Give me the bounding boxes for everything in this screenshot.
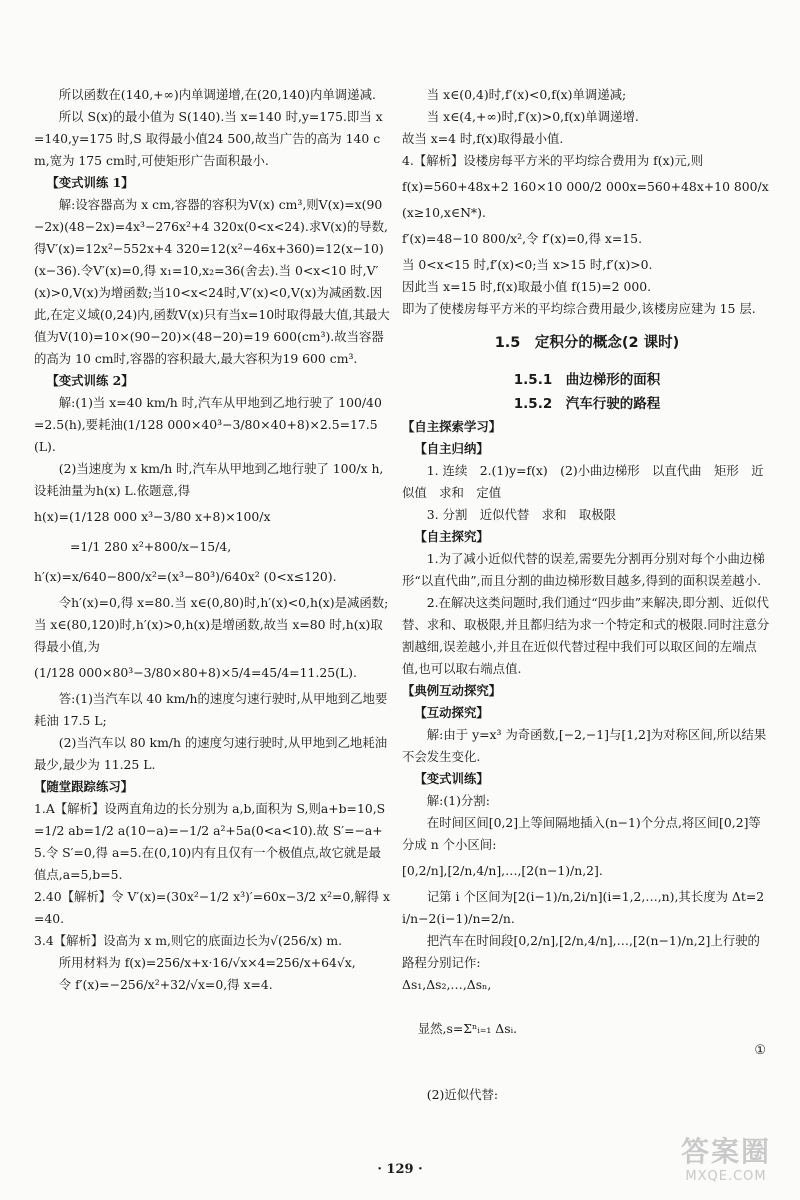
section-tag: 【互动探究】 xyxy=(414,705,489,720)
paragraph: 解:设容器高为 x cm,容器的容积为V(x) cm³,则V(x)=x(90−2x)(48−2x)=4x³−276x²+4 320x(0<x<24).求V(x)的导数,得V′(x)=12x²−552x+4 320=12(x²−46x+360)=12(x−10)(x−36).令V′(x)=0,得 x₁=10,x₂=36(舍去).当 0<x<10 时,V′(x)>0,V(x)为增函数;当10<x<24时,V′(x)<0,V(x)为减函数.因此,在定义域(0,24)内,函数V(x)只有当x=10时取得最大值,其最大值为V(10)=10×(90−20)×(48−20)=19 600(cm³).故当容器的高为 10 cm时,容器的容积最大,最大容积为19 600 cm³. xyxy=(34,197,390,366)
section-tag: 【变式训练 2】 xyxy=(46,373,134,388)
answer-item: 1.A【解析】设两直角边的长分别为 a,b,面积为 S,则a+b=10,S=1/2 ab=1/2 a(10−a)=−1/2 a²+5a(0<a<10).故 S′=−a+5.令 S′=0,得 a=5.在(0,10)内有且仅有一个极值点,故它就是最值点,a=5,b=5. xyxy=(34,801,386,882)
left-column xyxy=(34,84,390,996)
paragraph: 因此当 x=15 时,f(x)取最小值 f(15)=2 000. xyxy=(402,279,652,294)
watermark-url: MXQE.COM xyxy=(685,1169,767,1184)
paragraph: 1. 连续 2.(1)y=f(x) (2)小曲边梯形 以直代曲 矩形 近似值 求和 定值 xyxy=(402,463,764,500)
equation: [0,2/n],[2/n,4/n],…,[2(n−1)/n,2]. xyxy=(402,863,603,878)
paragraph: 记第 i 个区间为[2(i−1)/n,2i/n](i=1,2,…,n),其长度为 Δt=2i/n−2(i−1)/n=2/n. xyxy=(402,889,765,926)
paragraph: (x≥10,x∈N*). xyxy=(402,205,486,220)
paragraph: 令 f′(x)=−256/x²+32/√x=0,得 x=4. xyxy=(58,977,273,992)
equation: f(x)=560+48x+2 160×10 000/2 000x=560+48x+10 800/x xyxy=(402,179,769,194)
paragraph: 在时间区间[0,2]上等间隔地插入(n−1)个分点,将区间[0,2]等分成 n 个小区间: xyxy=(402,815,761,852)
paragraph: 所用材料为 f(x)=256/x+x·16/√x×4=256/x+64√x, xyxy=(58,955,356,970)
paragraph: 解:(1)当 x=40 km/h 时,汽车从甲地到乙地行驶了 100/40=2.5(h),要耗油(1/128 000×40³−3/80×40+8)×2.5=17.5(L). xyxy=(34,395,382,454)
watermark-text: 答案圈 xyxy=(680,1135,771,1168)
paragraph: 当 0<x<15 时,f′(x)<0;当 x>15 时,f′(x)>0. xyxy=(402,257,653,272)
paragraph: 即为了使楼房每平方米的平均综合费用最少,该楼房应建为 15 层. xyxy=(402,301,756,316)
equation-marker: ① xyxy=(754,1043,766,1058)
section-tag: 【典例互动探究】 xyxy=(402,683,502,698)
paragraph: 故当 x=4 时,f(x)取得最小值. xyxy=(402,131,564,146)
section-tag: 【变式训练 1】 xyxy=(46,175,134,190)
paragraph: 解:由于 y=x³ 为奇函数,[−2,−1]与[1,2]为对称区间,所以结果不会发生变化. xyxy=(402,727,767,764)
section-title: 1.5 定积分的概念(2 课时) xyxy=(494,335,680,351)
answer-item: 4.【解析】设楼房每平方米的平均综合费用为 f(x)元,则 xyxy=(402,153,704,168)
equation: h(x)=(1/128 000 x³−3/80 x+8)×100/x xyxy=(34,509,271,524)
section-tag: 【变式训练】 xyxy=(414,771,489,786)
section-tag: 【随堂跟踪练习】 xyxy=(34,779,134,794)
paragraph: (2)当速度为 x km/h 时,汽车从甲地到乙地行驶了 100/x h,设耗油量为h(x) L.依题意,得 xyxy=(34,461,384,498)
paragraph: 当 x∈(0,4)时,f′(x)<0,f(x)单调递减; xyxy=(426,87,627,102)
paragraph: 令h′(x)=0,得 x=80.当 x∈(0,80)时,h′(x)<0,h(x)是减函数;当 x∈(80,120)时,h′(x)>0,h(x)是增函数,故当 x=80 时,h(x)取得最小值,为 xyxy=(34,595,389,654)
paragraph: 答:(1)当汽车以 40 km/h的速度匀速行驶时,从甲地到乙地要耗油 17.5 L; xyxy=(34,691,388,728)
paragraph: 2.在解决这类问题时,我们通过“四步曲”来解决,即分割、近似代替、求和、取极限,并且都归结为求一个特定和式的极限.同时注意分割越细,误差越小,并且在近似代替过程中我们可以取区间的左端点值,也可以取右端点值. xyxy=(402,595,770,676)
equation: =1/1 280 x²+800/x−15/4, xyxy=(70,539,232,554)
paragraph: 当 x∈(4,+∞)时,f′(x)>0,f(x)单调递增. xyxy=(426,109,639,124)
paragraph: 1.为了减小近似代替的误差,需要先分割再分别对每个小曲边梯形“以直代曲”,而且分割的曲边梯形数目越多,得到的面积误差越小. xyxy=(402,551,765,588)
paragraph: 把汽车在时间段[0,2/n],[2/n,4/n],…,[2(n−1)/n,2]上行驶的路程分别记作: xyxy=(402,933,760,970)
paragraph xyxy=(402,996,772,1084)
watermark-logo xyxy=(666,1135,786,1191)
section-tag: 【自主探究】 xyxy=(414,529,489,544)
paragraph: (2)近似代替: xyxy=(426,1087,499,1102)
subsection-title: 1.5.1 曲边梯形的面积 xyxy=(513,372,661,388)
paragraph: 所以 S(x)的最小值为 S(140).当 x=140 时,y=175.即当 x=140,y=175 时,S 取得最小值24 500,故当广告的高为 140 cm,宽为 175 cm时,可使矩形广告面积最小. xyxy=(34,109,383,168)
right-column xyxy=(402,84,772,1106)
subsection-title: 1.5.2 汽车行驶的路程 xyxy=(513,396,661,412)
paragraph: Δs₁,Δs₂,…,Δsₙ, xyxy=(402,977,492,992)
section-tag: 【自主探索学习】 xyxy=(402,419,502,434)
answer-item: 2.40【解析】令 V′(x)=(30x²−1/2 x³)′=60x−3/2 x²=0,解得 x=40. xyxy=(34,889,390,926)
paragraph: (2)当汽车以 80 km/h 的速度匀速行驶时,从甲地到乙地耗油最少,最少为 11.25 L. xyxy=(34,735,388,772)
paragraph: 所以函数在(140,+∞)内单调递增,在(20,140)内单调递减. xyxy=(58,87,376,102)
equation: h′(x)=x/640−800/x²=(x³−80³)/640x² (0<x≤120). xyxy=(34,569,337,584)
paragraph: 解:(1)分割: xyxy=(426,793,490,808)
equation: (1/128 000×80³−3/80×80+8)×5/4=45/4=11.25(L). xyxy=(34,665,357,680)
page-number: · 129 · xyxy=(377,1162,423,1177)
equation: f′(x)=48−10 800/x²,令 f′(x)=0,得 x=15. xyxy=(402,231,643,246)
section-tag: 【自主归纳】 xyxy=(414,441,489,456)
sum-formula: 显然,s=Σⁿᵢ₌₁ Δsᵢ. xyxy=(417,1021,518,1036)
answer-item: 3.4【解析】设高为 x m,则它的底面边长为√(256/x) m. xyxy=(34,933,343,948)
paragraph: 3. 分割 近似代替 求和 取极限 xyxy=(426,507,617,522)
